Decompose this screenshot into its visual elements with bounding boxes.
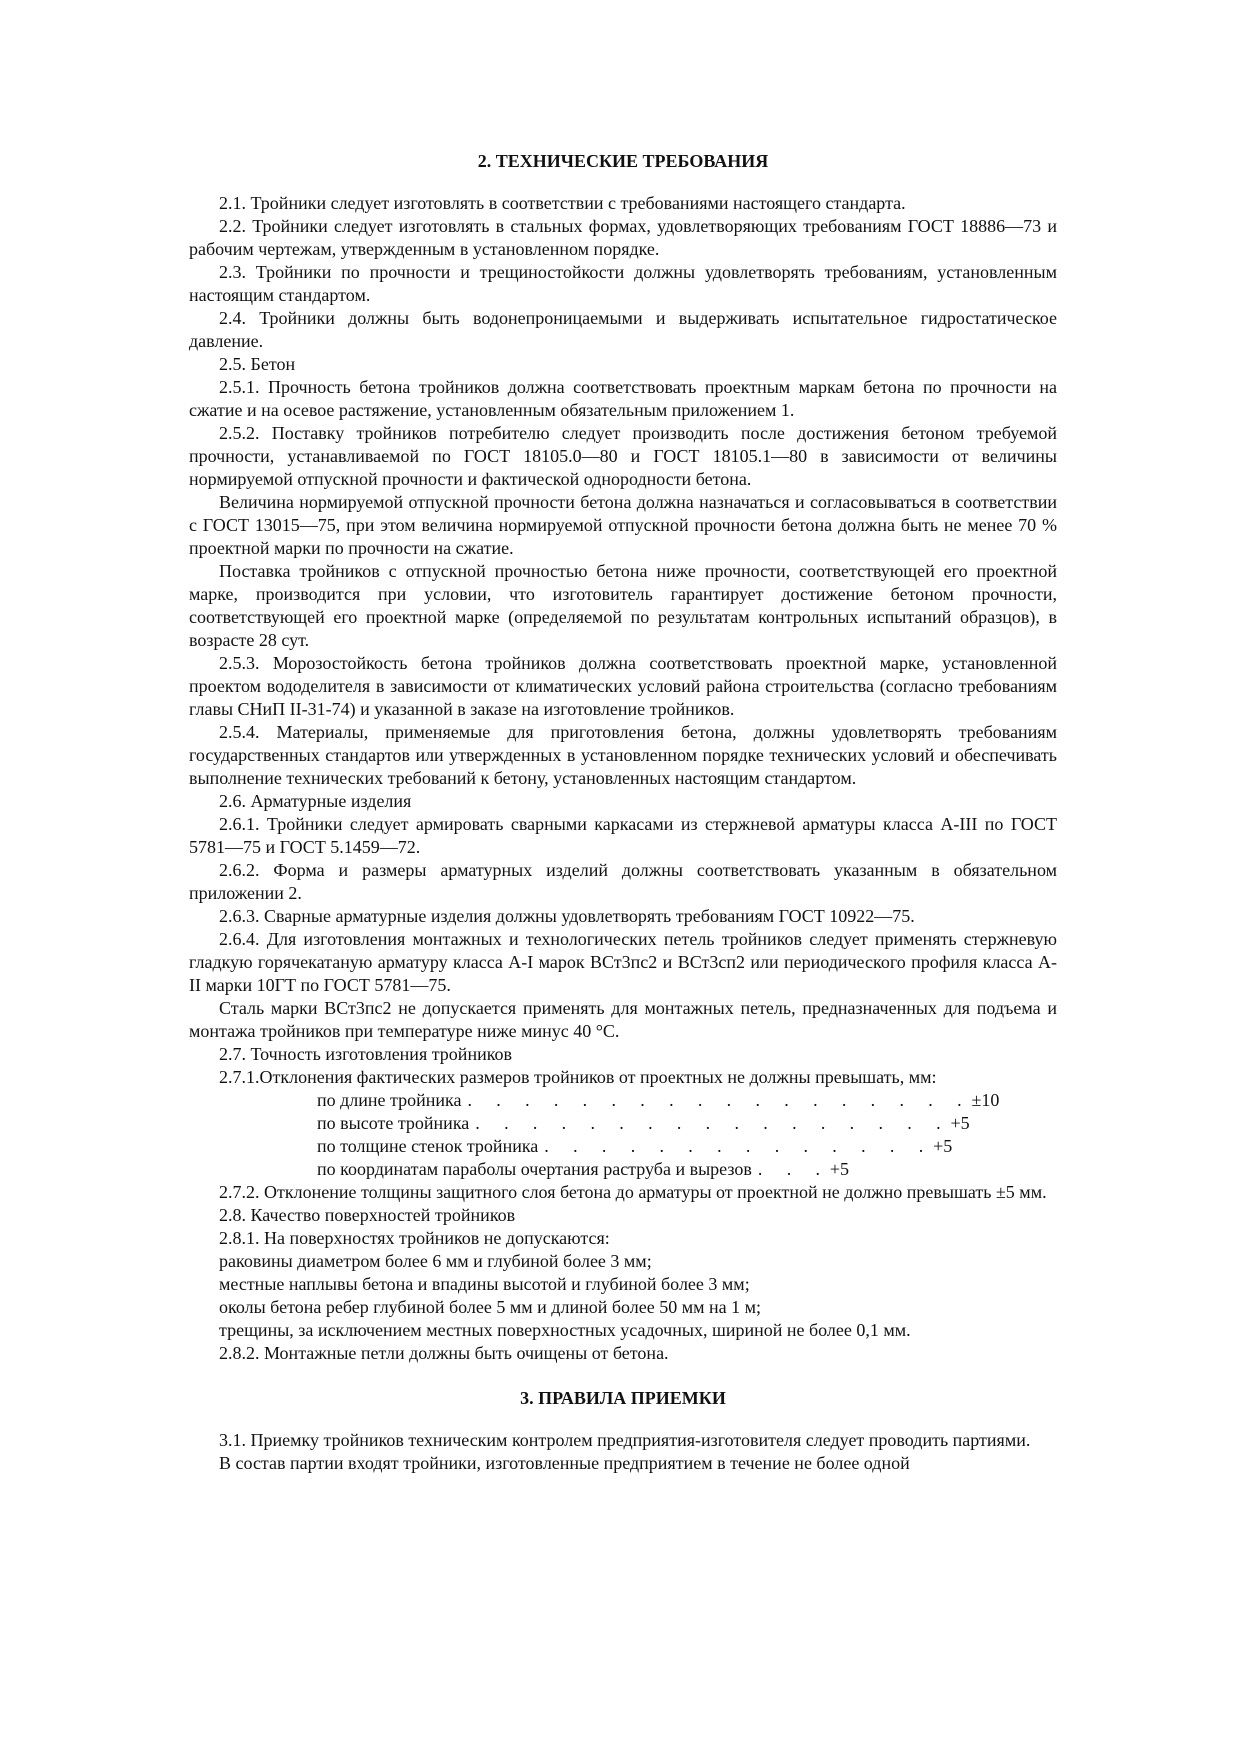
tolerance-row	[317, 1112, 970, 1135]
clause-2-4: 2.4. Тройники должны быть водонепроницаемыми и выдерживать испытательное гидростатическое давление.	[189, 308, 1057, 351]
tolerance-value: +5	[829, 1159, 850, 1179]
clause-3-1: 3.1. Приемку тройников техническим контролем предприятия-изготовителя следует проводить партиями.	[219, 1430, 1031, 1450]
tolerance-row	[317, 1135, 953, 1158]
document-body	[189, 150, 1057, 1475]
clause-2-6-1: 2.6.1. Тройники следует армировать сварными каркасами из стержневой арматуры класса А-III по ГОСТ 5781—75 и ГОСТ 5.1459—72.	[189, 814, 1057, 857]
clause-2-5-2: 2.5.2. Поставку тройников потребителю следует производить после достижения бетоном требуемой прочности, устанавливаемой по ГОСТ 18105.0—80 и ГОСТ 18105.1—80 в зависимости от величины нормируемой отпускной прочности и фактической однородности бетона.	[189, 423, 1057, 489]
defect-item: трещины, за исключением местных поверхностных усадочных, шириной не более 0,1 мм.	[219, 1320, 911, 1340]
section-2-heading: 2. ТЕХНИЧЕСКИЕ ТРЕБОВАНИЯ	[477, 151, 769, 171]
clause-2-8-1: 2.8.1. На поверхностях тройников не допускаются:	[219, 1228, 610, 1248]
leader-dots: . . . . . . . . . . . . . . . . .	[475, 1113, 951, 1133]
clause-2-3: 2.3. Тройники по прочности и трещиностойкости должны удовлетворять требованиям, установленным настоящим стандартом.	[189, 262, 1057, 305]
paragraph-batch-composition: В состав партии входят тройники, изготовленные предприятием в течение не более одной	[219, 1453, 910, 1473]
clause-2-6-2: 2.6.2. Форма и размеры арматурных изделий должны соответствовать указанным в обязательном приложении 2.	[189, 860, 1057, 903]
clause-2-5-3: 2.5.3. Морозостойкость бетона тройников должна соответствовать проектной марке, установленной проектом вододелителя в зависимости от климатических условий района строительства (согласно требованиям главы СНиП II-31-74) и указанной в заказе на изготовление тройников.	[189, 653, 1057, 719]
defect-item: местные наплывы бетона и впадины высотой и глубиной более 3 мм;	[219, 1274, 750, 1294]
clause-2-6-3: 2.6.3. Сварные арматурные изделия должны удовлетворять требованиям ГОСТ 10922—75.	[219, 906, 915, 926]
clause-2-7-2: 2.7.2. Отклонение толщины защитного слоя бетона до арматуры от проектной не должно превышать ±5 мм.	[219, 1182, 1047, 1202]
tolerance-value: ±10	[971, 1090, 1000, 1110]
tolerance-label: по высоте тройника	[317, 1113, 470, 1133]
tolerance-value: +5	[933, 1136, 953, 1156]
clause-2-7-1: 2.7.1.Отклонения фактических размеров тройников от проектных не должны превышать, мм:	[219, 1067, 937, 1087]
clause-2-5-1: 2.5.1. Прочность бетона тройников должна соответствовать проектным маркам бетона по прочности на сжатие и на осевое растяжение, установленным обязательным приложением 1.	[189, 377, 1057, 420]
clause-2-6-4: 2.6.4. Для изготовления монтажных и технологических петель тройников следует применять стержневую гладкую горячекатаную арматуру класса А-I марок ВСт3пс2 и ВСт3сп2 или периодического профиля класса А-II марки 10ГТ по ГОСТ 5781—75.	[189, 929, 1057, 995]
clause-2-7: 2.7. Точность изготовления тройников	[219, 1044, 513, 1064]
tolerance-list	[317, 1089, 1000, 1181]
tolerance-label: по длине тройника	[317, 1090, 462, 1110]
clause-2-1: 2.1. Тройники следует изготовлять в соответствии с требованиями настоящего стандарта.	[219, 193, 906, 213]
paragraph-steel-grade: Сталь марки ВСт3пс2 не допускается применять для монтажных петель, предназначенных для подъема и монтажа тройников при температуре ниже минус 40 °С.	[189, 998, 1057, 1041]
clause-2-8-2: 2.8.2. Монтажные петли должны быть очищены от бетона.	[219, 1343, 669, 1363]
tolerance-value: +5	[950, 1113, 970, 1133]
paragraph-delivery-condition: Поставка тройников с отпускной прочностью бетона ниже прочности, соответствующей его проектной марке, производится при условии, что изготовитель гарантирует достижение бетоном прочности, соответствующей его проектной марке (определяемой по результатам контрольных испытаний образцов), в возрасте 28 сут.	[189, 561, 1057, 650]
tolerance-row	[317, 1089, 1000, 1112]
leader-dots: . . . . . . . . . . . . . .	[544, 1136, 934, 1156]
clause-2-8: 2.8. Качество поверхностей тройников	[219, 1205, 516, 1225]
clause-2-5-4: 2.5.4. Материалы, применяемые для приготовления бетона, должны удовлетворять требованиям государственных стандартов или утвержденных в установленном порядке технических условий и обеспечивать выполнение технических требований к бетону, установленных настоящим стандартом.	[189, 722, 1057, 788]
paragraph-release-strength: Величина нормируемой отпускной прочности бетона должна назначаться и согласовываться в соответствии с ГОСТ 13015—75, при этом величина нормируемой отпускной прочности бетона должна быть не менее 70 % проектной марки по прочности на сжатие.	[189, 492, 1057, 558]
clause-2-2: 2.2. Тройники следует изготовлять в стальных формах, удовлетворяющих требованиям ГОСТ 18886—73 и рабочим чертежам, утвержденным в установленном порядке.	[189, 216, 1057, 259]
leader-dots: . . . . . . . . . . . . . . . . . .	[467, 1090, 972, 1110]
section-3-heading: 3. ПРАВИЛА ПРИЕМКИ	[520, 1388, 726, 1408]
tolerance-label: по толщине стенок тройника	[317, 1136, 539, 1156]
clause-2-6: 2.6. Арматурные изделия	[219, 791, 412, 811]
defect-item: околы бетона ребер глубиной более 5 мм и длиной более 50 мм на 1 м;	[219, 1297, 762, 1317]
tolerance-label: по координатам параболы очертания раструба и вырезов	[317, 1159, 752, 1179]
clause-2-5: 2.5. Бетон	[219, 354, 296, 374]
leader-dots: . . .	[757, 1159, 830, 1179]
defect-item: раковины диаметром более 6 мм и глубиной более 3 мм;	[219, 1251, 652, 1271]
tolerance-row	[317, 1158, 850, 1181]
